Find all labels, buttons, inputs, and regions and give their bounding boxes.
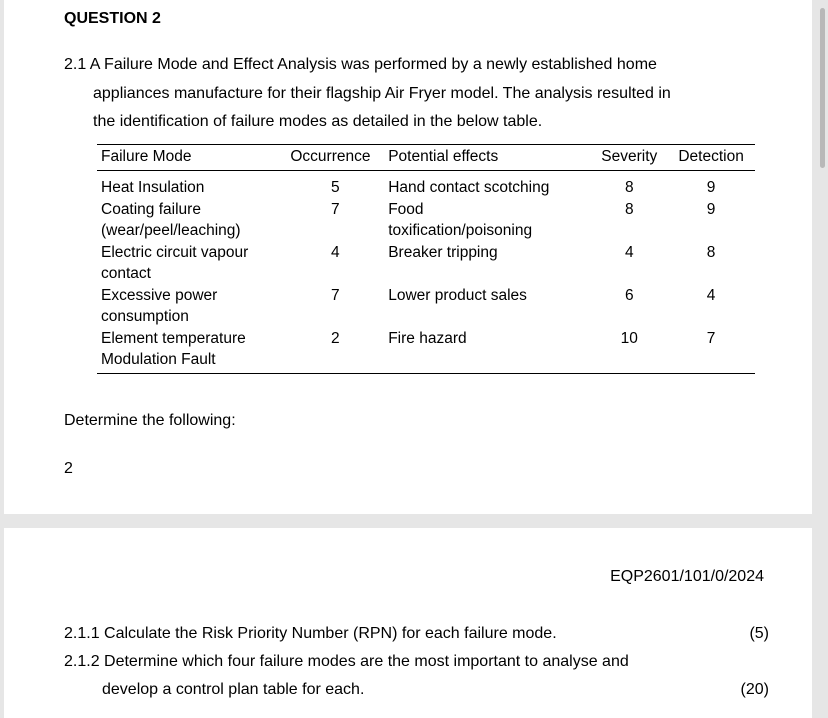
cell-potential-effect — [384, 242, 591, 285]
cell-occurrence: 5 — [330, 179, 340, 196]
cell-potential-effect-line: toxification/poisoning — [388, 222, 533, 239]
header-potential-effects: Potential effects — [384, 145, 591, 171]
cell-potential-effect — [384, 285, 591, 328]
page-1 — [4, 0, 812, 514]
cell-potential-effect — [384, 328, 591, 374]
table-header-row — [97, 145, 755, 171]
cell-potential-effect-line: Hand contact scotching — [388, 179, 550, 196]
cell-severity: 4 — [624, 243, 634, 261]
cell-detection: 9 — [706, 179, 716, 196]
cell-occurrence: 2 — [286, 328, 384, 374]
header-severity: Severity — [591, 145, 667, 171]
cell-failure-mode-line: Excessive power — [101, 286, 218, 304]
cell-failure-mode — [97, 242, 286, 285]
cell-failure-mode — [97, 199, 286, 242]
question-2-1-2-line-2: develop a control plan table for each. — [102, 681, 365, 698]
cell-detection: 4 — [706, 286, 716, 304]
fmea-table — [97, 144, 755, 374]
cell-failure-mode-line: contact — [101, 265, 151, 282]
cell-failure-mode-line: Coating failure — [101, 200, 201, 218]
question-intro — [64, 51, 724, 137]
header-occurrence: Occurrence — [286, 145, 384, 171]
cell-failure-mode — [97, 171, 286, 199]
cell-severity: 8 — [624, 179, 634, 196]
cell-failure-mode — [97, 285, 286, 328]
cell-severity: 10 — [591, 328, 667, 374]
cell-detection: 9 — [706, 200, 716, 218]
page-number: 2 — [64, 460, 73, 477]
cell-detection: 8 — [706, 243, 716, 261]
intro-line-2: appliances manufacture for their flagship Air Fryer model. The analysis resulted in — [93, 84, 671, 102]
cell-failure-mode-line: Electric circuit vapour — [101, 243, 249, 261]
cell-potential-effect-line: Fire hazard — [388, 329, 467, 347]
cell-severity: 6 — [624, 286, 634, 304]
question-2-1-2-line-1: 2.1.2 Determine which four failure modes are the most important to analyse and — [64, 653, 629, 670]
cell-potential-effect — [384, 199, 591, 242]
cell-failure-mode-line: consumption — [101, 308, 189, 325]
table-row — [97, 285, 755, 328]
cell-failure-mode-line: Modulation Fault — [101, 351, 216, 368]
question-2-1-1: 2.1.1 Calculate the Risk Priority Number (RPN) for each failure mode. — [64, 625, 557, 642]
table-row — [97, 171, 755, 199]
cell-failure-mode-line: (wear/peel/leaching) — [101, 222, 241, 239]
table-row — [97, 199, 755, 242]
cell-potential-effect-line: Lower product sales — [388, 286, 527, 304]
header-detection: Detection — [667, 145, 755, 171]
intro-line-3: the identification of failure modes as detailed in the below table. — [93, 113, 543, 130]
cell-potential-effect-line: Food — [388, 200, 424, 218]
cell-occurrence: 4 — [330, 243, 340, 261]
table-row — [97, 242, 755, 285]
cell-failure-mode — [97, 328, 286, 374]
cell-detection: 7 — [667, 328, 755, 374]
marks-2-1-2: (20) — [740, 681, 769, 698]
scrollbar[interactable] — [820, 8, 825, 168]
marks-2-1-1: (5) — [749, 625, 769, 642]
cell-severity: 8 — [624, 200, 634, 218]
cell-occurrence: 7 — [330, 286, 340, 304]
determine-text: Determine the following: — [64, 412, 236, 429]
table-row — [97, 328, 755, 374]
intro-line-1: 2.1 A Failure Mode and Effect Analysis was performed by a newly established home — [64, 56, 657, 73]
cell-failure-mode-line: Element temperature — [101, 329, 246, 347]
page-2 — [4, 528, 812, 718]
header-failure-mode: Failure Mode — [97, 145, 286, 171]
document-reference: EQP2601/101/0/2024 — [610, 568, 764, 585]
question-title: QUESTION 2 — [64, 10, 161, 27]
cell-failure-mode-line: Heat Insulation — [101, 179, 205, 196]
cell-potential-effect-line: Breaker tripping — [388, 243, 498, 261]
cell-potential-effect — [384, 171, 591, 199]
cell-occurrence: 7 — [330, 200, 340, 218]
